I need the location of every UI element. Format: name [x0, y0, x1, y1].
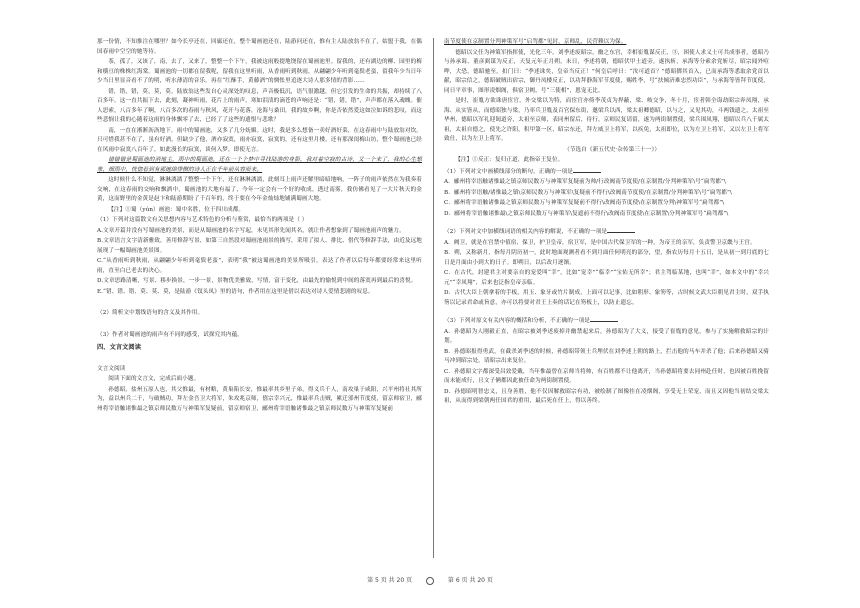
option-b: B.文章语言文字清新雅致，善用修辞写景，如第三自然段对蜀画池雨景的描写，采用了拟人、排比、借代等修辞手法，由近及远地展现了一幅蜀画池美景图。: [97, 238, 422, 254]
paragraph: 南节度使在京制置分判神策军号“启驾都”见封，京师乱，民营赖以为保。: [444, 39, 627, 45]
underlined-paragraph: 错错错是蜀画池的消地主，雨中的蜀画池，还在一个个梦中寻找陆游的身影，我对着空寂的古诗，又一个来了，我的心生想象，细雨中，恍惚看到有那缠绵悱恻的诗人正在千年前从容而来。: [97, 157, 422, 173]
question-3: [444, 316, 769, 327]
option-a: A．孙德昭为人刚毅正直，在昭宗被刘季述废掉并幽禁起来后，孙德昭为了大义，接受了崔胤的意见，参与了实施解救昭宗的计划。: [444, 328, 769, 344]
option-c: C．孙德昭文字都深受昌效爱戴，当年惟最曾在京师当将帅，有百姓都不让他离开，当孙德昭将要去同州赴任时，也因被百姓挽留而未能成行，且文子俩都因此被任命为两街制置使。: [444, 368, 769, 384]
option-d: D．郦州将宰语触诸惟最\之镇京师民数万与神策军\复遮前不得行\改阀南节度使\在京制置\分判神策军号“扁驾都”\: [444, 210, 729, 217]
paragraph: 茶，孤了，又该了，南，去了，又来了，整整一个下午，我被这雨般提地饶留在蜀画池里。留我的，还有湖边的柳、园里的梅和横亘的株株红海棠。蜀画池的一切都在留我呢，留我在这里听雨，从香雨听到秋雨，从翩翩少年听到毫鬓老蛮，留我年少当日年少当日里显音看不了的明，听水薄清的音乐。再在“红酥手，黄藤酒”的惆怅里追逐大诗人那多情的背影……: [97, 59, 422, 84]
question-3: （3）作者对蜀画池的雨声有不同的感受，试探究其内蕴。: [97, 331, 244, 338]
answer-blank[interactable]: [607, 227, 635, 233]
page-number-left: 第 5 页 共 20 页: [367, 577, 413, 584]
option-d: D.文章思路清晰，写景、移步换景，一步一景，景物优美雅致，写情，富于变化，由最先的愉悦到中间的落寞再到最后的喜悦。: [97, 278, 417, 284]
paragraph: 那一份情，不知推注在哪里？如今长亭还在，回廊还在，整个蜀画池还在，陆游问还在，惟有主人陆放翁不在了，姑盟于我，在偶国春雨中空空的她等待。: [97, 39, 422, 55]
page-footer: [0, 575, 860, 585]
option-c: C．在古代，封建君主对要亲自的宠爱叫“幸”，比如“宠幸”“临幸”“宝佑无所幸”；君主驾临某地，也叫“幸”，如本文中的“幸兴元”“幸凤翔”，后来也泛指皇帝亲临。: [444, 270, 769, 286]
option-b: B．孙德昭报得勇武，在截杀刘季述的时候，孙德昭带领士兵埋伏在刘季述上朝的路上，拦击他的马车并杀了他；后来孙德昭又骑马冲到昭宗处，请昭宗出来复位。: [444, 348, 769, 364]
page-number-right: 第 6 页 共 20 页: [447, 577, 493, 584]
option-a: A．阙卫，就是在宫禁中值宿，保卫，护卫皇帝，宿卫军，是中国古代保卫军的一种，为帝王的亲军，负责警卫京畿与王宫。: [444, 239, 756, 246]
paragraph: 德昭以父任为神策军指挥使，光化三年，刘季述废昭宗，幽之东宫，幸相崔胤谋反正，③，困使人求义士可共成事者，德昭乃与孙承诲、董彦弼谋为反正，天复元年正月朔，未日，李述将朝，德昭伏甲士道旁，遂执斩，承海等分索余党斩尽，昭宗闻外喧哗，大恐，德昭驰至，扣门曰：“季述诛矣，皇帝当反正！”何皇后呼曰：“汝可道首？”德昭掷其首入，已而承海等悉取余党首以献，昭宗信之，德昭破賊出宿宗，御丹凤楼反正，以功拜静海军节度使，赐姓李，号“扶倾济难忠烈功臣”，与承海等皆拜节度使，同日平章事，图形凌烟阁，俱宿卫阙，号“三使相”，恩宠无比。: [444, 49, 769, 94]
paragraph: 这时候什么不知觉，淋淋漓漓了整整一个下午，还在淋淋漓漓，此刻耳上雨声还解里暗暗地响，一阵子的雨声依然在为我奏着交响，在这春雨的交响和飘洒中，蜀画池的大地有福了，今年一定会有一个好的收成。透过南雾，我仿佛看见了一大片秋天的金黄，这而野里的金黄是赵卞和陆游期盼了千百年的，终于要在今年金灿灿地铺满蜀画大地。: [97, 177, 422, 202]
option-b: B．郦州将宰语触/诸惟最之镇\京师民数万与神策军\复疑前不得行\改阀南节度使/在京制置/分判神策军\号“扁驾都”\: [444, 189, 732, 196]
subsection-title: 文言文阅读: [97, 365, 126, 372]
paragraph: 错，错，错，莫，莫，莫。陆放翁这些发自心灵深处的叹息，声音极低沉，语气很激越，但它引发的生命的共振，却持续了八百多年。这一直共振下去，此刻，凝神听雨，花片上的雨声，寒如泪渍的滴苍的声响还是：“错，错，错”，声声都在落入魂魄。催人思索，八百多年了啊，八百多次的春雨与秋风，花开与花落，沧海与桑田。我的故乡啊，你是否依然爱这如泣如诉的悲叹，而这些悲悯让我的心随着这雨的身体飘零了去，已经了了这些的遗恨与悲歌？: [97, 88, 422, 123]
right-column: [444, 38, 769, 408]
option-d: D．孙德昭明智忠义，且身善胜，他不仅因解救昭宗有功，被绘制了图像挂在凌烟阁，享受无上荣宠，而且又因他当初结交梁太祖，从而得到梁朝两任国君的重用，最后死在任上，得以善终。: [444, 388, 769, 404]
question-2: （2）简析文中划线语句的含义及其作用。: [97, 310, 204, 316]
option-d: D．古代大臣上朝拿着的手板，用玉、象牙或竹片制成，上面可以记事，比如朝形、象笏等，古时候文武大臣朝见君主时，双手执笏以记录君命或旨意，亦可以将要对君王上奏的话记在笏板上，以防止遗忘。: [444, 290, 769, 306]
left-column: [97, 38, 422, 415]
question-2: [444, 227, 769, 238]
question-text: （2）下列对文中加横线词语的相关内容的解说，不正确的一项是: [444, 229, 608, 235]
answer-blank[interactable]: [590, 316, 618, 322]
option-a: A．郦州将宰语触诸惟最之镇京师民数万与神策军复疑前为帅/行改阀南节度使/在京制置/分判神策军\号“扁驾都”\: [444, 179, 726, 185]
note: 【注】①反正：复归正道，此指帝王复位。: [455, 157, 564, 163]
option-b: B．朔，又称新月，指每月阴历初一，此时地面观测者看不到月面任何明亮的部分，望，指农历每月十五日，是从初一到月底的七日是月面由小到大的日子。即朔日，以后改月逐渐。: [444, 250, 769, 266]
paragraph: 是时，崔胤方欲诛唐宦官，外交梁以为特，而宦官亦倚李茂贞为捍蔽，梁、岐交争，冬十月，宦者韩全诲劫昭宗奔凤翔，承海、从实皆从，而德昭独与梁，乃率兵卫胤及百官保东街，邀梁兵以西，梁太祖卿德昭，以与之，又见其功，斗两钱遗之，太祖至华州，德昭以军礼迎谒道旁，太祖至京师，表同州留后，待行，京师民复请留，遂为两街制置使，梁兵围凤翔，德昭以兵八千属太祖，太祖自德之，使先之许阳，积甲第一区，昭宗东还，拜左威卫上将军，以疾免，太祖即位，以为左卫上将军，又以左卫上将军致仕，以为左卫上将军。: [444, 98, 769, 142]
option-a: A.文章开篇并没有写蜀画池的美景，而是从蜀画池的名字写起，未见其形先闻其名，就让作者想象到了蜀画池雨声的魅力。: [97, 227, 405, 234]
source-citation: （节选自《新五代史·杂传第三十一》）: [564, 146, 661, 153]
classical-passage: 孙德昭，盐州五原人也，其父惟最，有材略，黄巢陷长安，惟最率其乡里子弟，得义兵千人，南攻巢于咸阳，兴平州将社其所为，益以州兵二千，与破贼功，拜左金吾卫大将军，朱攻兆京师，僖宗幸兴元，惟最率兵击贼，累迁邠州节度使，留京师宿卫，郦州将宰语触诸惟最之镇京师民数万与神策军复疑前，留京师宿卫，郦州将宰语触诸惟最之镇京师民数万与神策军复疑前: [97, 386, 422, 412]
question-1: （1）下列对这篇散文有关思想内容与艺术特色的分析与鉴赏，最恰当的两项是（ ）: [97, 217, 308, 223]
note: 【注】①蜀（yún）画池：蜀中名胜，位于四川成都。: [108, 206, 245, 213]
answer-blank[interactable]: [573, 167, 601, 173]
section-title: 四、文言文阅读: [97, 344, 142, 351]
question-text: （3）下列对原文有关内容的概括和分析，不正确的一项是: [444, 318, 591, 324]
column-divider: [433, 38, 434, 558]
question-1: [444, 167, 769, 178]
question-text: （1）下列对文中画横线部分的断句，正确的一项是: [444, 168, 573, 175]
option-c: C.“从香雨听到秋雨，从翩翩少年听到毫鬓老蛮”，表明“我”被这蜀画池的美景所吸引，表达了作者以后每年都要经常来这里听雨，直至白已老去的决心。: [97, 258, 422, 274]
instructions: 阅读下面的文言文，完成后面小题。: [108, 376, 200, 382]
option-e: E.“错、错、错、莫、莫、莫，是陆游《钗头凤》里的语句，作者用在这里是借以表达对诗人爱情悲剧的叹息。: [97, 288, 374, 295]
paragraph: 南，一直在淅淅沥沥地下，雨中的蜀画池，又多了几分妩媚。这时，我是多么想备一卖好酒好菜，在这春雨中与陆放翁对饮。只可惜我甚不在了，虽有好酒，但缺少了他，酒亦寂寞，雨亦寂寞，寂寞的，还有这里月楼，还有那深闺梅山坊，整个蜀画池已经在风雨中寂寞八百年了，如此漫长的寂寞，谈何入梦，即使无言。: [97, 127, 422, 153]
option-c: C．郦州将宰语触诸惟最之镇京师民数万与神策军复疑前不得行\改阀南节度使\在京制置分判\神策军号“扁驾都”\: [444, 200, 725, 206]
binding-hole-icon: [426, 577, 434, 585]
